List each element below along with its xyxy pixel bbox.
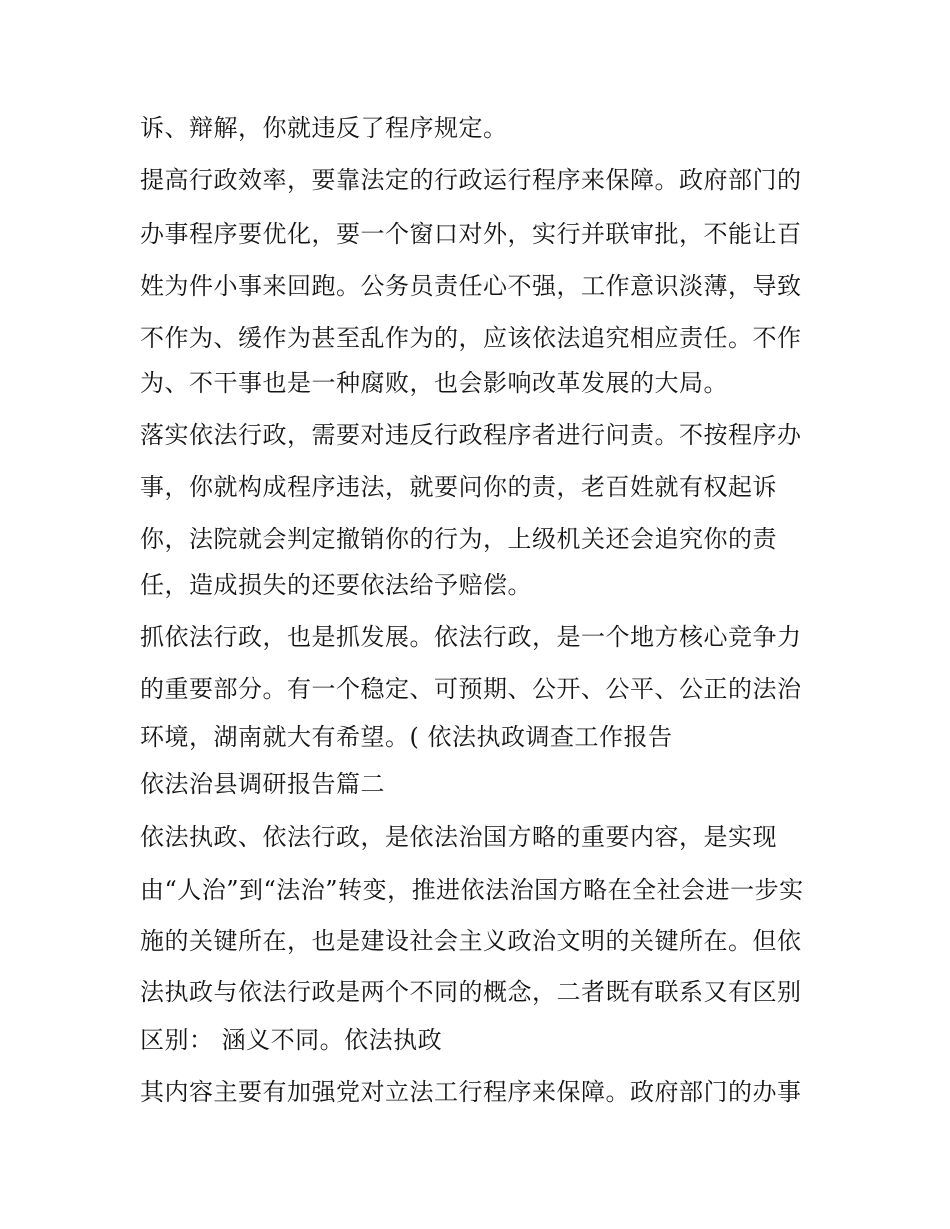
text-line: 依法执政、依法行政，是依法治国方略的重要内容，是实现 [140, 823, 777, 851]
text-line: 施的关键所在，也是建设社会主义政治文明的关键所在。但依 [140, 927, 802, 955]
text-line: 法执政与依法行政是两个不同的概念，二者既有联系又有区别 [140, 978, 802, 1006]
text-line: 姓为件小事来回跑。公务员责任心不强，工作意识淡薄，导致 [140, 272, 802, 300]
text-line: 你，法院就会判定撤销你的行为，上级机关还会追究你的责 [140, 525, 777, 553]
text-line: 提高行政效率，要靠法定的行政运行程序来保障。政府部门的 [140, 166, 802, 194]
text-line: 由“人治”到“法治”转变，推进依法治国方略在全社会进一步实 [140, 876, 804, 904]
text-line: 落实依法行政，需要对违反行政程序者进行问责。不按程序办 [140, 421, 802, 449]
section-heading: 依法治县调研报告篇二 [140, 770, 385, 798]
text-line: 抓依法行政，也是抓发展。依法行政，是一个地方核心竞争力 [140, 623, 802, 651]
text-line: 的重要部分。有一个稳定、可预期、公开、公平、公正的法治 [140, 675, 802, 703]
text-line: 诉、辩解，你就违反了程序规定。 [140, 114, 508, 142]
text-line: 办事程序要优化，要一个窗口对外，实行并联审批，不能让百 [140, 220, 802, 248]
text-line: 事，你就构成程序违法，就要问你的责，老百姓就有权起诉 [140, 473, 777, 501]
text-line: 环境，湖南就大有希望。( 依法执政调查工作报告 [140, 723, 673, 751]
text-line: 其内容主要有加强党对立法工行程序来保障。政府部门的办事 [140, 1078, 802, 1106]
text-line: 不作为、缓作为甚至乱作为的，应该依法追究相应责任。不作 [140, 324, 802, 352]
text-line: 任，造成损失的还要依法给予赔偿。 [140, 571, 532, 599]
text-line: 区别： 涵义不同。依法执政 [140, 1026, 443, 1054]
text-line: 为、不干事也是一种腐败，也会影响改革发展的大局。 [140, 369, 728, 397]
